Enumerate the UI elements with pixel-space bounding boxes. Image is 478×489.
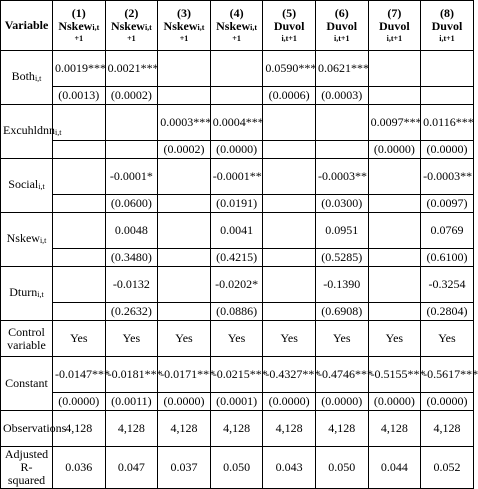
standard-error-cell: (0.0600): [105, 195, 158, 213]
coefficient-cell: [368, 159, 421, 195]
row-social-coefficients: [1, 159, 474, 195]
standard-error-cell: (0.0191): [210, 195, 263, 213]
column-dependent-variable: [108, 20, 156, 34]
coefficient-cell: -0.1390: [315, 267, 368, 303]
coefficient-cell: 0.0621***: [315, 51, 368, 87]
row-label-subscript: i,t: [39, 236, 47, 245]
standard-error-cell: (0.0000): [53, 393, 106, 411]
column-number: (6): [334, 6, 349, 20]
value-cell: Yes: [368, 321, 421, 357]
row-label-text: Social: [8, 177, 39, 191]
standard-error-cell: (0.0013): [53, 87, 106, 105]
row-constant-coefficients: [1, 357, 474, 393]
coefficient-cell: -0.3254: [421, 267, 474, 303]
column-number: (4): [229, 6, 244, 20]
coefficient-cell: 0.0021***: [105, 51, 158, 87]
coefficient-cell: [53, 159, 106, 195]
standard-error-cell: [368, 249, 421, 267]
row-dturn-coefficients: [1, 267, 474, 303]
dep-var-subscript-line2: +1: [179, 34, 189, 43]
coefficient-cell: [263, 267, 316, 303]
coefficient-cell: [368, 267, 421, 303]
dep-var-subscript: i,t: [92, 23, 100, 32]
coefficient-cell: -0.0003**: [315, 159, 368, 195]
column-dependent-variable: [265, 20, 313, 34]
row-control: [1, 321, 474, 357]
standard-error-cell: (0.0886): [210, 303, 263, 321]
row-label-subscript: i,t: [34, 74, 42, 83]
coefficient-cell: 0.0048: [105, 213, 158, 249]
standard-error-cell: [158, 87, 211, 105]
row-label-text: Both: [11, 69, 35, 83]
standard-error-cell: [263, 141, 316, 159]
coefficient-cell: 0.0003***: [158, 105, 211, 141]
value-cell: Yes: [315, 321, 368, 357]
row-label-dturn: [1, 267, 53, 321]
standard-error-cell: (0.0001): [210, 393, 263, 411]
column-number: (3): [176, 6, 191, 20]
standard-error-cell: (0.0000): [368, 393, 421, 411]
value-cell: Yes: [53, 321, 106, 357]
standard-error-cell: (0.0000): [158, 393, 211, 411]
coefficient-cell: [53, 267, 106, 303]
column-number: (7): [387, 6, 402, 20]
coefficient-cell: 0.0004***: [210, 105, 263, 141]
dep-var-name: Nskew: [110, 19, 145, 33]
dep-var-subscript-line2: +1: [127, 34, 136, 43]
value-cell: 4,128: [421, 411, 474, 447]
standard-error-cell: [53, 249, 106, 267]
standard-error-cell: (0.2632): [105, 303, 158, 321]
column-header-2: [105, 1, 158, 51]
column-number: (8): [439, 6, 454, 20]
row-label-text: Adjusted R-squared: [4, 447, 49, 487]
coefficient-cell: -0.0003**: [421, 159, 474, 195]
value-cell: Yes: [263, 321, 316, 357]
row-both-standard-errors: [1, 87, 474, 105]
value-cell: 4,128: [210, 411, 263, 447]
row-label-text: Nskew: [6, 231, 40, 245]
standard-error-cell: (0.0000): [210, 141, 263, 159]
standard-error-cell: [210, 87, 263, 105]
coefficient-cell: [263, 159, 316, 195]
standard-error-cell: (0.0011): [105, 393, 158, 411]
column-dependent-variable: [213, 20, 261, 34]
row-social-standard-errors: [1, 195, 474, 213]
row-nskew-standard-errors: [1, 249, 474, 267]
coefficient-cell: [158, 213, 211, 249]
standard-error-cell: (0.0000): [368, 141, 421, 159]
column-dependent-variable: [371, 20, 419, 34]
standard-error-cell: [315, 141, 368, 159]
column-header-7: [368, 1, 421, 51]
row-adjr2: [1, 447, 474, 489]
dep-var-subscript: i,t: [250, 23, 258, 32]
standard-error-cell: (0.0006): [263, 87, 316, 105]
row-nskew-coefficients: [1, 213, 474, 249]
coefficient-cell: -0.4746***: [315, 357, 368, 393]
standard-error-cell: (0.6908): [315, 303, 368, 321]
row-label-subscript: i,t: [38, 182, 45, 191]
coefficient-cell: -0.0132: [105, 267, 158, 303]
dep-var-name: Duvol: [431, 19, 463, 33]
standard-error-cell: (0.0000): [421, 141, 474, 159]
column-dependent-variable: [55, 20, 103, 34]
standard-error-cell: (0.0003): [315, 87, 368, 105]
standard-error-cell: [368, 303, 421, 321]
standard-error-cell: (0.0002): [158, 141, 211, 159]
row-both-coefficients: [1, 51, 474, 87]
value-cell: 0.050: [315, 447, 368, 489]
coefficient-cell: -0.0215***: [210, 357, 263, 393]
standard-error-cell: (0.0300): [315, 195, 368, 213]
value-cell: 0.050: [210, 447, 263, 489]
row-obs: [1, 411, 474, 447]
dep-var-name: Duvol: [379, 19, 410, 33]
coefficient-cell: -0.0202*: [210, 267, 263, 303]
column-dependent-variable: [423, 20, 471, 34]
coefficient-cell: -0.5155***: [368, 357, 421, 393]
row-label-constant: [1, 357, 53, 411]
row-label-adjr2: [1, 447, 53, 489]
row-label-social: [1, 159, 53, 213]
row-excuhld-standard-errors: [1, 141, 474, 159]
value-cell: 4,128: [105, 411, 158, 447]
dep-var-name: Duvol: [326, 19, 358, 33]
column-header-3: [158, 1, 211, 51]
row-label-text: Dturn: [9, 285, 38, 299]
coefficient-cell: -0.0001**: [210, 159, 263, 195]
coefficient-cell: 0.0769: [421, 213, 474, 249]
standard-error-cell: (0.0000): [263, 393, 316, 411]
column-header-1: [53, 1, 106, 51]
row-label-excuhld: [1, 105, 62, 159]
coefficient-cell: 0.0951: [315, 213, 368, 249]
column-header-5: [263, 1, 316, 51]
standard-error-cell: [263, 303, 316, 321]
standard-error-cell: (0.3480): [105, 249, 158, 267]
value-cell: 4,128: [368, 411, 421, 447]
dep-var-subscript-line2: i,t+1: [281, 34, 297, 43]
coefficient-cell: [158, 51, 211, 87]
column-header-6: [315, 1, 368, 51]
dep-var-name: Nskew: [163, 19, 198, 33]
value-cell: 0.037: [158, 447, 211, 489]
standard-error-cell: [158, 303, 211, 321]
coefficient-cell: [263, 213, 316, 249]
table-body: [1, 1, 478, 489]
row-dturn-standard-errors: [1, 303, 474, 321]
coefficient-cell: [315, 105, 368, 141]
value-cell: 4,128: [263, 411, 316, 447]
standard-error-cell: (0.6100): [421, 249, 474, 267]
value-cell: 0.044: [368, 447, 421, 489]
value-cell: 0.043: [263, 447, 316, 489]
coefficient-cell: -0.4327***: [263, 357, 316, 393]
coefficient-cell: [105, 105, 158, 141]
coefficient-cell: [421, 51, 474, 87]
standard-error-cell: [158, 195, 211, 213]
standard-error-cell: [105, 141, 158, 159]
row-label-text: Constant: [5, 376, 48, 390]
dep-var-subscript-line2: +1: [232, 34, 241, 43]
row-label-text: Excuhldnn: [3, 123, 55, 137]
coefficient-cell: 0.0590***: [263, 51, 316, 87]
row-label-obs: [1, 411, 67, 447]
standard-error-cell: [421, 87, 474, 105]
standard-error-cell: [158, 249, 211, 267]
coefficient-cell: -0.0001*: [105, 159, 158, 195]
value-cell: 4,128: [158, 411, 211, 447]
standard-error-cell: (0.0002): [105, 87, 158, 105]
standard-error-cell: (0.0097): [421, 195, 474, 213]
coefficient-cell: [263, 105, 316, 141]
coefficient-cell: [53, 213, 106, 249]
coefficient-cell: [158, 267, 211, 303]
row-label-text: Control variable: [7, 324, 46, 352]
row-label-text: Observations: [3, 421, 67, 435]
coefficient-cell: -0.0147***: [53, 357, 106, 393]
row-label-control: [1, 321, 53, 357]
header-row: [1, 1, 474, 51]
column-number: (5): [282, 6, 297, 20]
value-cell: 4,128: [315, 411, 368, 447]
standard-error-cell: (0.2804): [421, 303, 474, 321]
row-label-subscript: i,t: [37, 290, 44, 299]
standard-error-cell: [53, 141, 106, 159]
standard-error-cell: (0.4215): [210, 249, 263, 267]
coefficient-cell: -0.5617***: [421, 357, 474, 393]
standard-error-cell: (0.0000): [315, 393, 368, 411]
value-cell: 0.052: [421, 447, 474, 489]
coefficient-cell: [158, 159, 211, 195]
dep-var-subscript-line2: +1: [74, 34, 84, 43]
coefficient-cell: [210, 51, 263, 87]
dep-var-name: Duvol: [273, 19, 305, 33]
standard-error-cell: (0.0000): [421, 393, 474, 411]
column-dependent-variable: [318, 20, 366, 34]
dep-var-subscript: i,t: [197, 23, 205, 32]
dep-var-subscript-line2: i,t+1: [386, 34, 403, 43]
dep-var-subscript-line2: i,t+1: [439, 34, 455, 43]
coefficient-cell: -0.0171***: [158, 357, 211, 393]
standard-error-cell: [53, 195, 106, 213]
column-number: (2): [124, 6, 139, 20]
value-cell: Yes: [421, 321, 474, 357]
row-constant-standard-errors: [1, 393, 474, 411]
standard-error-cell: (0.5285): [315, 249, 368, 267]
coefficient-cell: 0.0019***: [53, 51, 106, 87]
column-header-8: [421, 1, 474, 51]
dep-var-subscript-line2: i,t+1: [334, 34, 350, 43]
value-cell: Yes: [158, 321, 211, 357]
row-label-subscript: i,t: [55, 128, 62, 137]
row-label-both: [1, 51, 53, 105]
value-cell: Yes: [210, 321, 263, 357]
standard-error-cell: [263, 195, 316, 213]
row-excuhld-coefficients: [1, 105, 474, 141]
coefficient-cell: [368, 51, 421, 87]
value-cell: 4,128: [53, 411, 106, 447]
row-label-nskew: [1, 213, 53, 267]
column-dependent-variable: [160, 20, 208, 34]
standard-error-cell: [368, 87, 421, 105]
corner-label: Variable: [1, 1, 53, 51]
coefficient-cell: [368, 213, 421, 249]
standard-error-cell: [368, 195, 421, 213]
dep-var-name: Nskew: [216, 19, 251, 33]
dep-var-name: Nskew: [58, 19, 93, 33]
standard-error-cell: [53, 303, 106, 321]
coefficient-cell: 0.0116***: [421, 105, 474, 141]
value-cell: 0.036: [53, 447, 106, 489]
value-cell: 0.047: [105, 447, 158, 489]
coefficient-cell: -0.0181***: [105, 357, 158, 393]
coefficient-cell: 0.0041: [210, 213, 263, 249]
column-header-4: [210, 1, 263, 51]
coefficient-cell: 0.0097***: [368, 105, 421, 141]
column-number: (1): [71, 6, 86, 20]
dep-var-subscript: i,t: [144, 23, 152, 32]
standard-error-cell: [263, 249, 316, 267]
value-cell: Yes: [105, 321, 158, 357]
